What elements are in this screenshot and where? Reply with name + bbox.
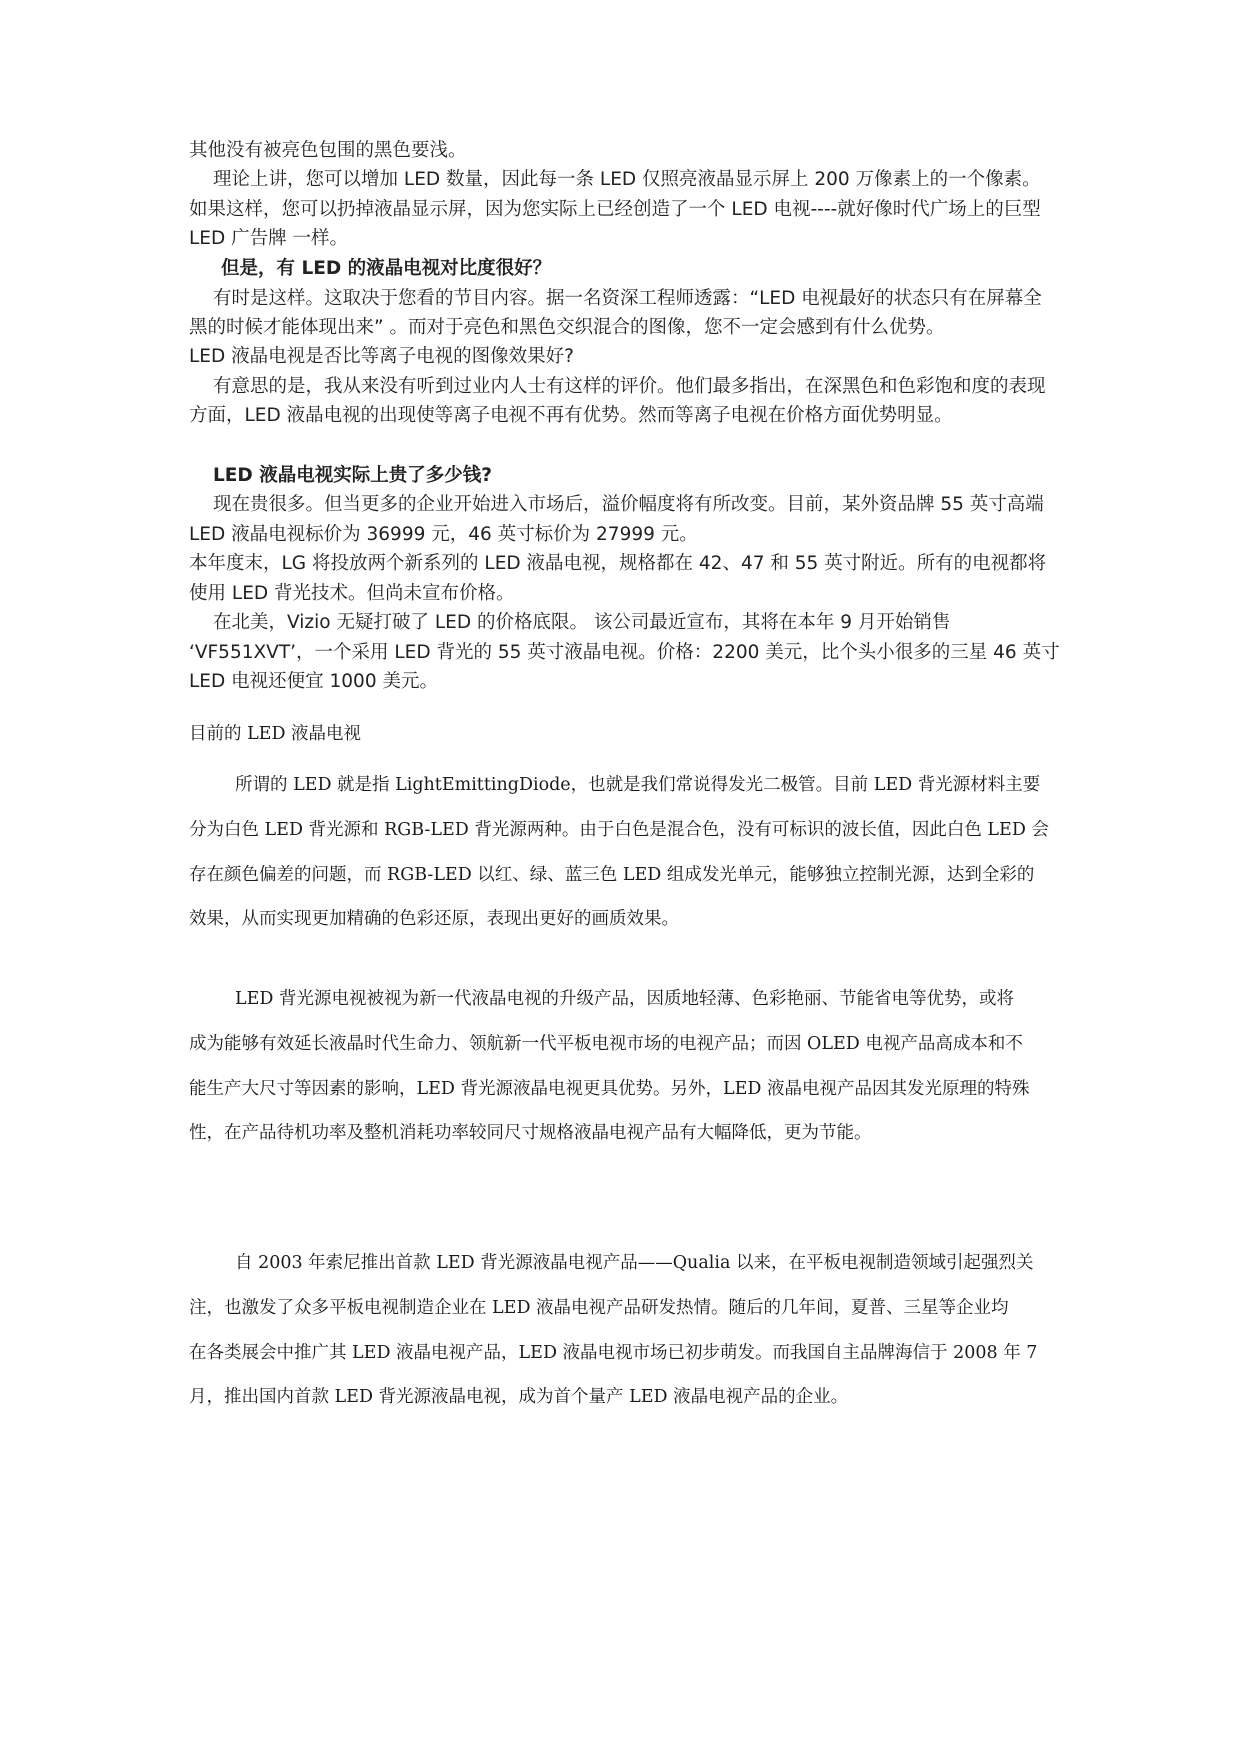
paragraph-line: 其他没有被亮色包围的黑色要浅。 bbox=[189, 140, 467, 161]
paragraph-line: LED 广告牌 一样。 bbox=[189, 228, 349, 249]
paragraph-line: 注，也激发了众多平板电视制造企业在 LED 液晶电视产品研发热情。随后的几年间，夏普、三星等企业均 bbox=[189, 1298, 1009, 1318]
paragraph-line: LED 电视还便宜 1000 美元。 bbox=[189, 671, 438, 692]
section-heading: 目前的 LED 液晶电视 bbox=[189, 724, 362, 744]
paragraph-line: 理论上讲，您可以增加 LED 数量，因此每一条 LED 仅照亮液晶显示屏上 200 万像素上的一个像素。 bbox=[213, 169, 1041, 190]
paragraph-line: 分为白色 LED 背光源和 RGB-LED 背光源两种。由于白色是混合色，没有可标识的波长值，因此白色 LED 会 bbox=[189, 820, 1049, 840]
paragraph-line: 存在颜色偏差的问题，而 RGB-LED 以红、绿、蓝三色 LED 组成发光单元，能够独立控制光源，达到全彩的 bbox=[189, 865, 1035, 885]
paragraph-line: 如果这样，您可以扔掉液晶显示屏，因为您实际上已经创造了一个 LED 电视----就好像时代广场上的巨型 bbox=[189, 199, 1041, 220]
paragraph-line: 自 2003 年索尼推出首款 LED 背光源液晶电视产品——Qualia 以来，在平板电视制造领域引起强烈关 bbox=[235, 1253, 1034, 1273]
paragraph-line: 方面，LED 液晶电视的出现使等离子电视不再有优势。然而等离子电视在价格方面优势明显。 bbox=[189, 405, 953, 426]
paragraph-line: 月，推出国内首款 LED 背光源液晶电视，成为首个量产 LED 液晶电视产品的企业。 bbox=[189, 1387, 849, 1407]
paragraph-line: 黑的时候才能体现出来” 。而对于亮色和黑色交织混合的图像，您不一定会感到有什么优势。 bbox=[189, 317, 945, 338]
paragraph-line: 本年度末，LG 将投放两个新系列的 LED 液晶电视，规格都在 42、47 和 55 英寸附近。所有的电视都将 bbox=[189, 553, 1047, 574]
paragraph-line: 能生产大尺寸等因素的影响，LED 背光源液晶电视更具优势。另外，LED 液晶电视产品因其发光原理的特殊 bbox=[189, 1079, 1030, 1099]
paragraph-line: 效果，从而实现更加精确的色彩还原，表现出更好的画质效果。 bbox=[189, 909, 679, 929]
paragraph-line: LED 液晶电视标价为 36999 元，46 英寸标价为 27999 元。 bbox=[189, 524, 698, 545]
paragraph-line: 使用 LED 背光技术。但尚未宣布价格。 bbox=[189, 583, 515, 604]
paragraph-line: ‘VF551XVT’，一个采用 LED 背光的 55 英寸液晶电视。价格：2200 美元，比个头小很多的三星 46 英寸 bbox=[189, 642, 1060, 663]
paragraph-line: 有意思的是，我从来没有听到过业内人士有这样的评价。他们最多指出，在深黑色和色彩饱和度的表现 bbox=[213, 376, 1046, 397]
paragraph-line: 成为能够有效延长液晶时代生命力、领航新一代平板电视市场的电视产品；而因 OLED 电视产品高成本和不 bbox=[189, 1034, 1023, 1054]
paragraph-line: 性，在产品待机功率及整机消耗功率较同尺寸规格液晶电视产品有大幅降低，更为节能。 bbox=[189, 1123, 872, 1143]
paragraph-line: 现在贵很多。但当更多的企业开始进入市场后，溢价幅度将有所改变。目前，某外资品牌 55 英寸高端 bbox=[213, 494, 1044, 515]
paragraph-line: 在北美，Vizio 无疑打破了 LED 的价格底限。 该公司最近宣布，其将在本年 9 月开始销售 bbox=[213, 612, 951, 633]
section-heading: 但是，有 LED 的液晶电视对比度很好？ bbox=[221, 258, 552, 279]
section-heading: LED 液晶电视是否比等离子电视的图像效果好? bbox=[189, 346, 574, 367]
paragraph-line: LED 背光源电视被视为新一代液晶电视的升级产品，因质地轻薄、色彩艳丽、节能省电等优势，或将 bbox=[235, 989, 1014, 1009]
section-heading: LED 液晶电视实际上贵了多少钱? bbox=[213, 465, 492, 486]
paragraph-line: 有时是这样。这取决于您看的节目内容。据一名资深工程师透露：“LED 电视最好的状态只有在屏幕全 bbox=[213, 288, 1042, 309]
paragraph-line: 在各类展会中推广其 LED 液晶电视产品，LED 液晶电视市场已初步萌发。而我国自主品牌海信于 2008 年 7 bbox=[189, 1343, 1038, 1363]
paragraph-line: 所谓的 LED 就是指 LightEmittingDiode，也就是我们常说得发光二极管。目前 LED 背光源材料主要 bbox=[235, 775, 1041, 795]
